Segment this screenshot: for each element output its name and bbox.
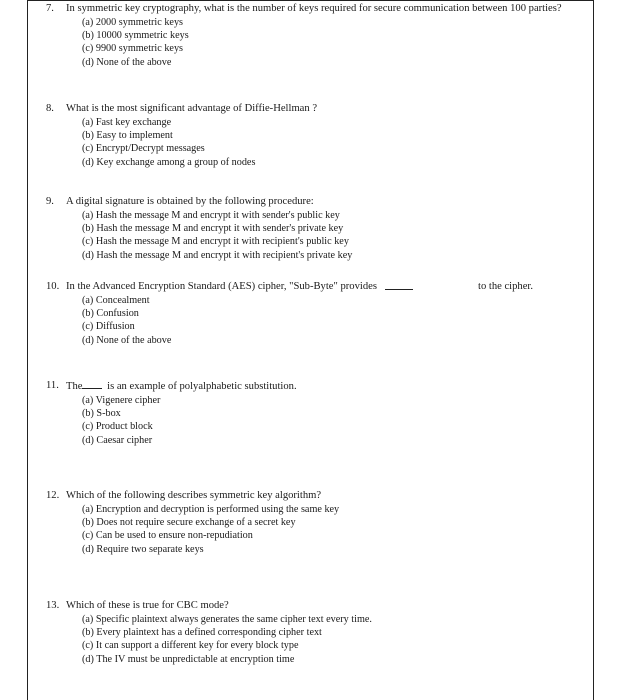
question-stem xyxy=(46,195,586,209)
page-border-right xyxy=(593,0,594,700)
question-text: What is the most significant advantage of Diffie-Hellman ? xyxy=(66,103,318,114)
question-stem xyxy=(46,599,586,613)
question-number: 7. xyxy=(46,3,54,14)
question-text: Which of the following describes symmetric key algorithm? xyxy=(66,490,322,501)
question-number: 11. xyxy=(46,380,59,391)
question-stem xyxy=(46,489,586,503)
question-text: Which of these is true for CBC mode? xyxy=(66,600,229,611)
question-11 xyxy=(46,379,586,447)
question-text-after-blank: to the cipher. xyxy=(478,281,534,292)
question-10 xyxy=(46,280,586,347)
answer-blank xyxy=(385,280,413,290)
question-text: A digital signature is obtained by the following procedure: xyxy=(66,196,314,207)
option-d: (d) Caesar cipher xyxy=(82,434,153,446)
question-number: 12. xyxy=(46,490,60,501)
question-9 xyxy=(46,195,586,262)
question-12 xyxy=(46,489,586,556)
answer-blank xyxy=(82,379,102,389)
option-a: (a) Hash the message M and encrypt it with sender's public key xyxy=(82,210,340,221)
option-b: (b) Confusion xyxy=(82,308,139,320)
option-b: (b) S-box xyxy=(82,408,121,420)
question-stem xyxy=(46,2,586,16)
page-border-top xyxy=(27,0,593,1)
question-number: 13. xyxy=(46,600,60,611)
option-d: (d) Hash the message M and encrypt it with recipient's private key xyxy=(82,249,353,261)
option-b: (b) Easy to implement xyxy=(82,130,173,142)
question-13 xyxy=(46,599,586,666)
option-c: (c) Can be used to ensure non-repudiation xyxy=(82,530,253,542)
question-text: In symmetric key cryptography, what is the number of keys required for secure communication between 100 parties? xyxy=(66,3,562,14)
question-8 xyxy=(46,102,586,169)
option-d: (d) None of the above xyxy=(82,56,172,68)
option-d: (d) Require two separate keys xyxy=(82,543,204,555)
option-b: (b) Hash the message M and encrypt it with sender's private key xyxy=(82,223,344,235)
page-border-left xyxy=(27,0,28,700)
question-stem xyxy=(46,379,586,394)
option-a: (a) Specific plaintext always generates the same cipher text every time. xyxy=(82,614,372,625)
option-b: (b) 10000 symmetric keys xyxy=(82,30,189,42)
question-7 xyxy=(46,2,586,69)
option-d: (d) The IV must be unpredictable at encryption time xyxy=(82,653,295,665)
question-number: 8. xyxy=(46,103,54,114)
question-text-after-blank: is an example of polyalphabetic substitution. xyxy=(107,381,297,392)
question-text-before-blank: The xyxy=(66,381,83,392)
option-c: (c) Diffusion xyxy=(82,321,135,333)
question-number: 10. xyxy=(46,281,60,292)
option-c: (c) Hash the message M and encrypt it with recipient's public key xyxy=(82,236,349,248)
option-d: (d) None of the above xyxy=(82,334,172,346)
option-c: (c) 9900 symmetric keys xyxy=(82,43,183,55)
question-number: 9. xyxy=(46,196,54,207)
question-stem xyxy=(46,102,586,116)
option-c: (c) Encrypt/Decrypt messages xyxy=(82,143,205,155)
option-b: (b) Does not require secure exchange of a secret key xyxy=(82,517,296,529)
option-a: (a) Fast key exchange xyxy=(82,117,172,128)
option-c: (c) Product block xyxy=(82,421,153,433)
question-text xyxy=(66,379,586,394)
option-d: (d) Key exchange among a group of nodes xyxy=(82,156,256,168)
option-c: (c) It can support a different key for every block type xyxy=(82,640,299,652)
option-a: (a) Vigenere cipher xyxy=(82,395,161,406)
question-text-before-blank: In the Advanced Encryption Standard (AES) cipher, "Sub-Byte" provides xyxy=(66,281,377,292)
question-stem xyxy=(46,280,586,294)
option-b: (b) Every plaintext has a defined corresponding cipher text xyxy=(82,627,322,639)
option-a: (a) Concealment xyxy=(82,295,150,306)
option-a: (a) 2000 symmetric keys xyxy=(82,17,183,28)
option-a: (a) Encryption and decryption is performed using the same key xyxy=(82,504,340,515)
